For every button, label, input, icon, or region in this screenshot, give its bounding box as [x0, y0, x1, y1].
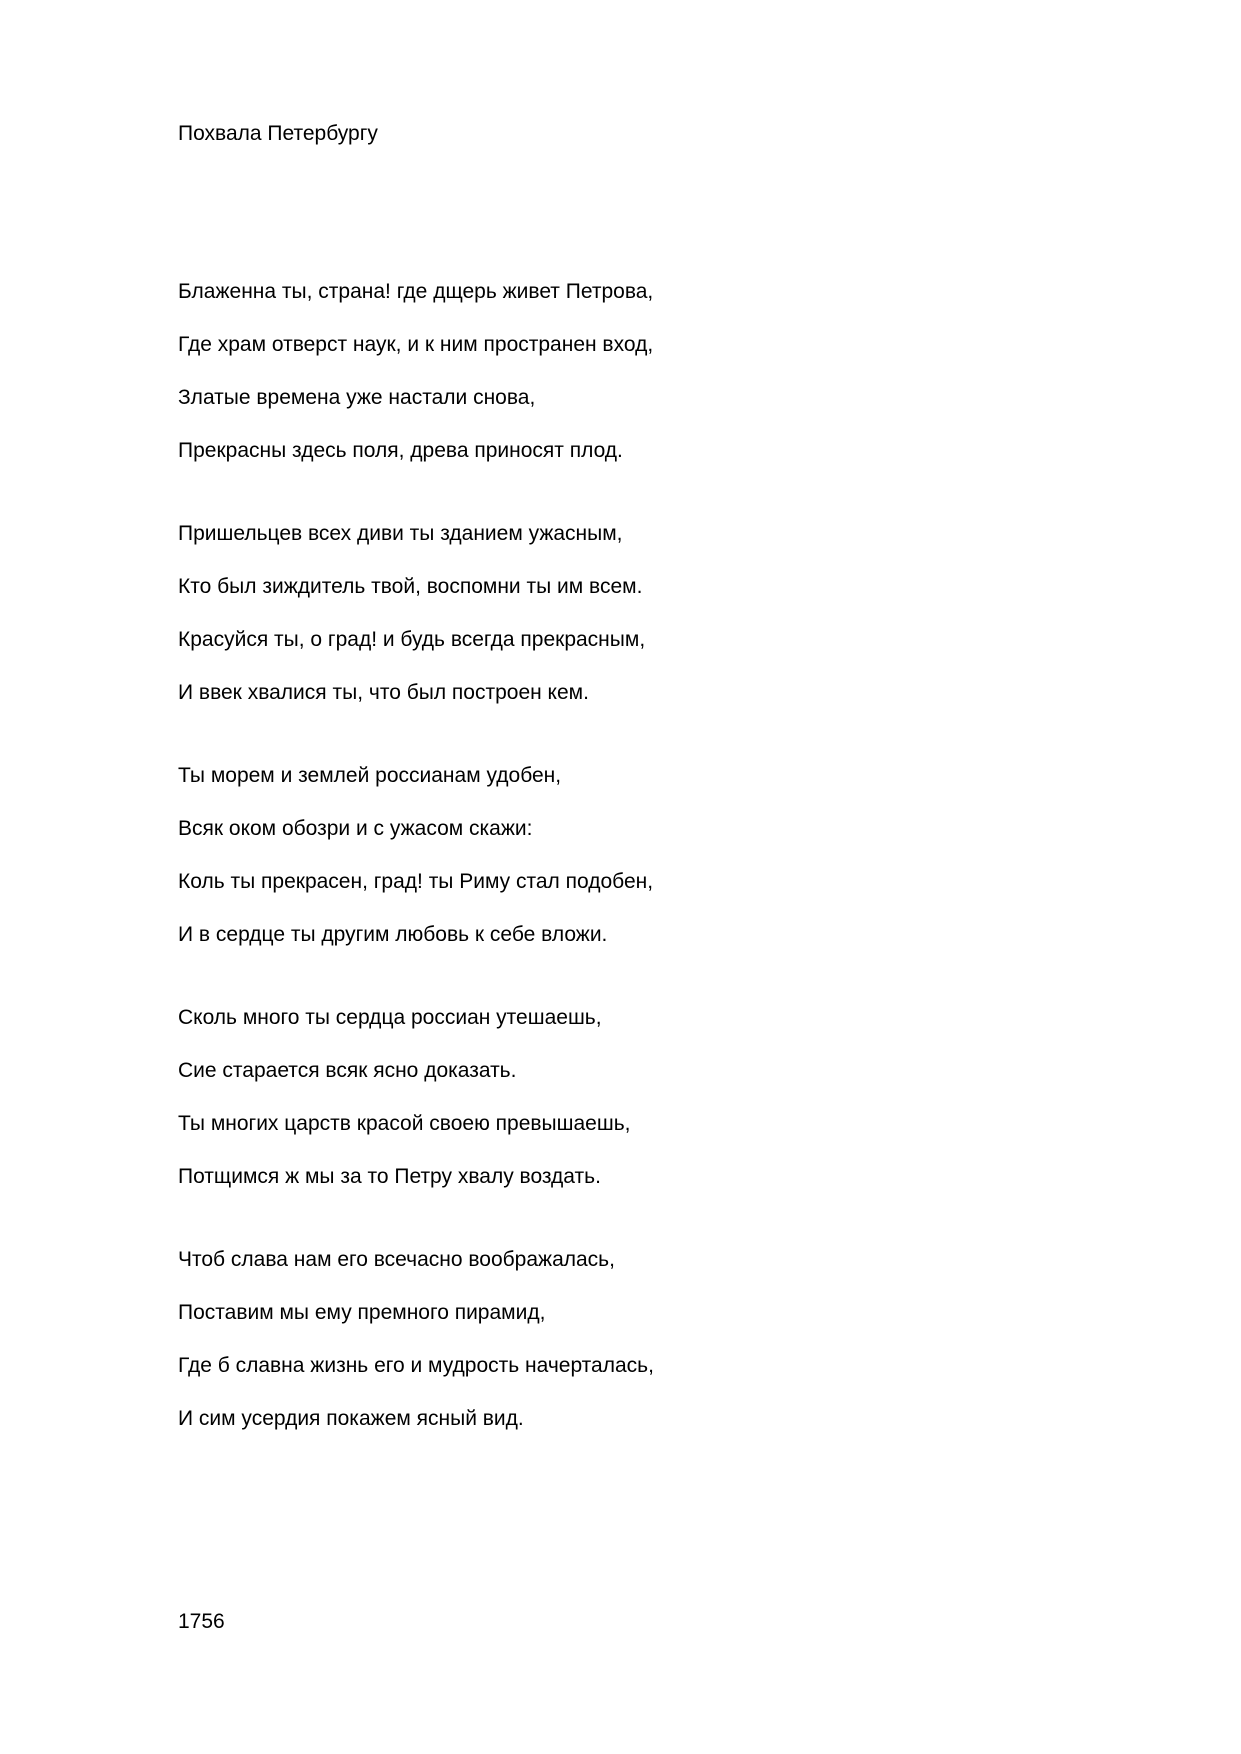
poem-line: Ты многих царств красой своею превышаешь,	[178, 1112, 631, 1135]
poem-line: Ты морем и землей россианам удобен,	[178, 764, 562, 787]
poem-line: Коль ты прекрасен, град! ты Риму стал подобен,	[178, 870, 654, 893]
poem-line: Поставим мы ему премного пирамид,	[178, 1301, 546, 1324]
poem-line: Всяк оком обозри и с ужасом скажи:	[178, 817, 533, 840]
poem-line: Красуйся ты, о град! и будь всегда прекрасным,	[178, 628, 646, 651]
poem-line: Пришельцев всех диви ты зданием ужасным,	[178, 522, 623, 545]
stanza-3	[178, 761, 1078, 950]
stanza-4	[178, 1003, 1078, 1192]
poem-year: 1756	[178, 1610, 225, 1633]
poem-line: И сим усердия покажем ясный вид.	[178, 1407, 524, 1430]
poem-line: Где б славна жизнь его и мудрость начерталась,	[178, 1354, 654, 1377]
poem-title: Похвала Петербургу	[178, 122, 378, 145]
poem-line: И ввек хвалися ты, что был построен кем.	[178, 681, 589, 704]
poem-line: Потщимся ж мы за то Петру хвалу воздать.	[178, 1165, 601, 1188]
poem-line: Прекрасны здесь поля, древа приносят плод.	[178, 439, 623, 462]
poem-line: Кто был зиждитель твой, воспомни ты им всем.	[178, 575, 643, 598]
stanza-5	[178, 1245, 1078, 1434]
stanza-1	[178, 277, 1078, 466]
poem-line: Златые времена уже настали снова,	[178, 386, 536, 409]
poem-body	[178, 277, 1078, 1434]
poem-line: Где храм отверст наук, и к ним пространен вход,	[178, 333, 654, 356]
poem-line: Сие старается всяк ясно доказать.	[178, 1059, 517, 1082]
stanza-2	[178, 519, 1078, 708]
poem-line: Блаженна ты, страна! где дщерь живет Петрова,	[178, 280, 654, 303]
poem-line: Чтоб слава нам его всечасно воображалась,	[178, 1248, 615, 1271]
poem-line: И в сердце ты другим любовь к себе вложи.	[178, 923, 608, 946]
poem-line: Сколь много ты сердца россиан утешаешь,	[178, 1006, 602, 1029]
